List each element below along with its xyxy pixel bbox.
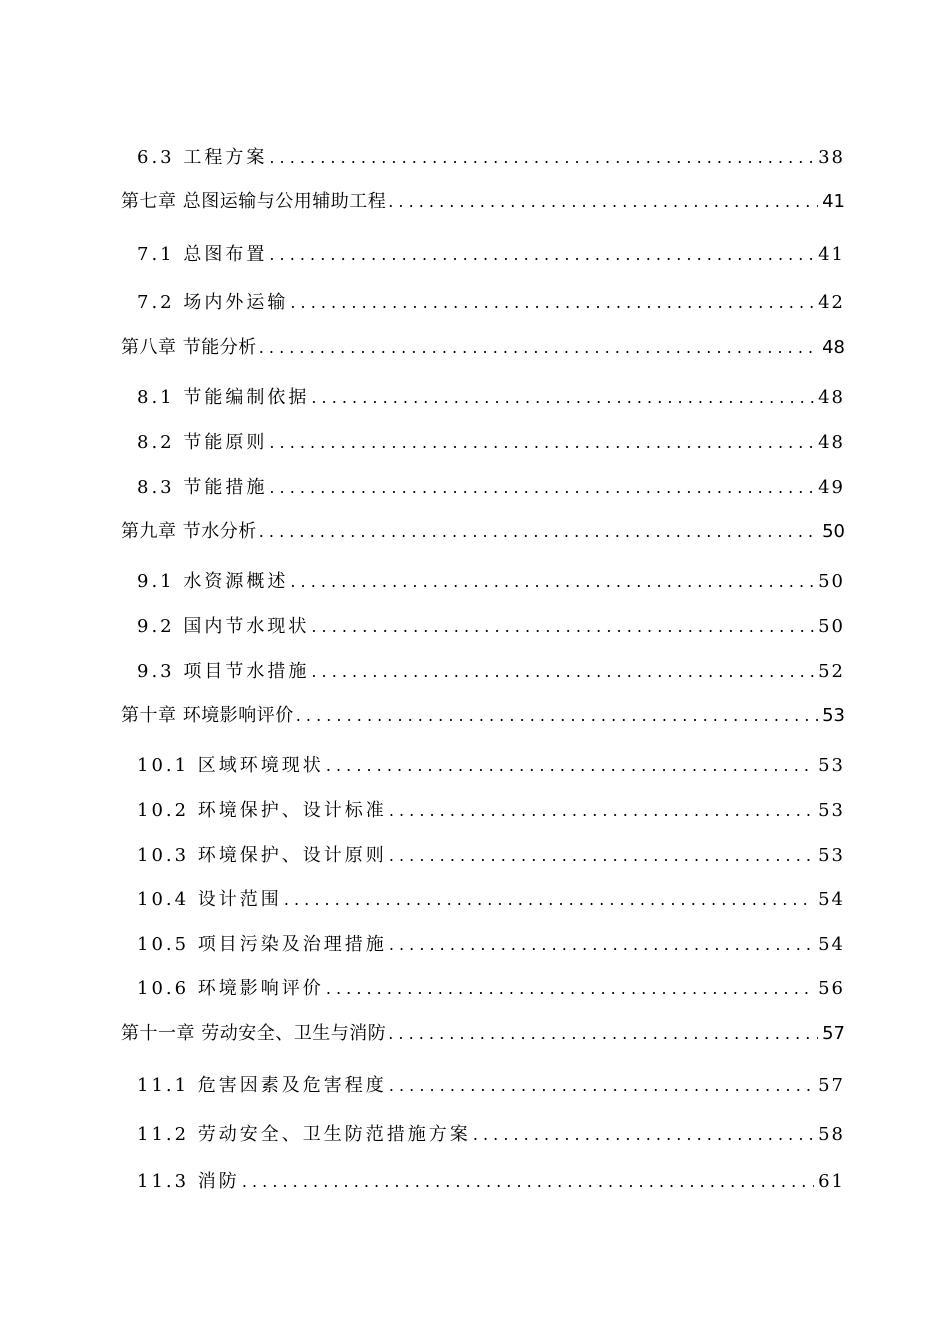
toc-entry-title: 10.3 环境保护、设计原则 — [137, 845, 387, 866]
toc-entry-title: 9.2 国内节水现状 — [137, 616, 310, 637]
toc-entry-title: 8.2 节能原则 — [137, 432, 268, 453]
toc-entry-page: 53 — [818, 800, 845, 821]
toc-entry-page: 52 — [818, 661, 845, 682]
toc-chapter-page: 57 — [822, 1023, 845, 1044]
toc-entry-10-6[interactable] — [137, 974, 845, 1000]
toc-entry-page: 53 — [818, 755, 845, 776]
toc-entry-8-2[interactable] — [137, 428, 845, 454]
toc-entry-page: 48 — [818, 387, 845, 408]
toc-entry-8-3[interactable] — [137, 473, 845, 499]
dot-leader — [284, 890, 814, 909]
toc-entry-8-1[interactable] — [137, 383, 845, 409]
toc-entry-title: 11.3 消防 — [137, 1171, 240, 1192]
toc-entry-title: 6.3 工程方案 — [137, 147, 268, 168]
dot-leader — [296, 706, 818, 725]
toc-entry-page: 41 — [818, 244, 845, 265]
toc-chapter-title: 第十章 环境影响评价 — [121, 705, 294, 726]
toc-entry-title: 9.3 项目节水措施 — [137, 661, 310, 682]
dot-leader — [389, 801, 814, 820]
toc-chapter-page: 48 — [822, 337, 845, 358]
toc-chapter-7[interactable] — [121, 187, 845, 213]
toc-entry-title: 10.6 环境影响评价 — [137, 978, 324, 999]
toc-chapter-page: 53 — [822, 705, 845, 726]
toc-entry-title: 9.1 水资源概述 — [137, 571, 289, 592]
toc-entry-title: 11.1 危害因素及危害程度 — [137, 1075, 387, 1096]
toc-entry-page: 50 — [818, 616, 845, 637]
dot-leader — [326, 756, 814, 775]
toc-entry-9-1[interactable] — [137, 567, 845, 593]
toc-entry-page: 56 — [818, 978, 845, 999]
toc-entry-page: 38 — [818, 147, 845, 168]
toc-chapter-9[interactable] — [121, 517, 845, 543]
dot-leader — [311, 617, 814, 636]
toc-entry-title: 11.2 劳动安全、卫生防范措施方案 — [137, 1124, 471, 1145]
toc-chapter-8[interactable] — [121, 333, 845, 359]
toc-chapter-title: 第十一章 劳动安全、卫生与消防 — [121, 1023, 387, 1044]
toc-chapter-page: 50 — [822, 521, 845, 542]
dot-leader — [269, 478, 814, 497]
dot-leader — [388, 1024, 818, 1043]
toc-entry-11-1[interactable] — [137, 1071, 845, 1097]
toc-entry-11-2[interactable] — [137, 1120, 845, 1146]
dot-leader — [259, 522, 818, 541]
toc-entry-page: 54 — [818, 934, 845, 955]
dot-leader — [269, 148, 814, 167]
toc-entry-title: 7.1 总图布置 — [137, 244, 268, 265]
toc-chapter-title: 第八章 节能分析 — [121, 337, 257, 358]
toc-entry-10-3[interactable] — [137, 841, 845, 867]
toc-chapter-title: 第九章 节水分析 — [121, 521, 257, 542]
dot-leader — [389, 935, 814, 954]
toc-entry-7-1[interactable] — [137, 240, 845, 266]
toc-entry-title: 8.3 节能措施 — [137, 477, 268, 498]
dot-leader — [388, 192, 818, 211]
toc-entry-page: 53 — [818, 845, 845, 866]
dot-leader — [389, 1076, 814, 1095]
toc-entry-6-3[interactable] — [137, 143, 845, 169]
toc-entry-title: 10.2 环境保护、设计标准 — [137, 800, 387, 821]
toc-entry-title: 8.1 节能编制依据 — [137, 387, 310, 408]
toc-entry-page: 42 — [818, 292, 845, 313]
dot-leader — [290, 572, 814, 591]
toc-entry-9-3[interactable] — [137, 657, 845, 683]
toc-entry-9-2[interactable] — [137, 612, 845, 638]
toc-entry-title: 10.4 设计范围 — [137, 889, 282, 910]
dot-leader — [290, 293, 814, 312]
dot-leader — [242, 1172, 814, 1191]
dot-leader — [259, 338, 818, 357]
toc-entry-page: 61 — [818, 1171, 845, 1192]
toc-entry-page: 57 — [818, 1075, 845, 1096]
toc-chapter-title: 第七章 总图运输与公用辅助工程 — [121, 191, 387, 212]
dot-leader — [326, 979, 814, 998]
dot-leader — [473, 1125, 814, 1144]
dot-leader — [311, 388, 814, 407]
toc-entry-page: 49 — [818, 477, 845, 498]
dot-leader — [389, 846, 814, 865]
dot-leader — [269, 245, 814, 264]
toc-entry-title: 10.5 项目污染及治理措施 — [137, 934, 387, 955]
toc-entry-page: 48 — [818, 432, 845, 453]
toc-chapter-page: 41 — [822, 191, 845, 212]
toc-entry-page: 54 — [818, 889, 845, 910]
toc-entry-7-2[interactable] — [137, 288, 845, 314]
toc-entry-page: 58 — [818, 1124, 845, 1145]
toc-entry-title: 7.2 场内外运输 — [137, 292, 289, 313]
toc-entry-page: 50 — [818, 571, 845, 592]
toc-entry-11-3[interactable] — [137, 1167, 845, 1193]
toc-chapter-10[interactable] — [121, 701, 845, 727]
toc-entry-10-4[interactable] — [137, 885, 845, 911]
dot-leader — [311, 662, 814, 681]
toc-entry-title: 10.1 区域环境现状 — [137, 755, 324, 776]
toc-chapter-11[interactable] — [121, 1019, 845, 1045]
toc-entry-10-1[interactable] — [137, 751, 845, 777]
toc-entry-10-5[interactable] — [137, 930, 845, 956]
dot-leader — [269, 433, 814, 452]
toc-entry-10-2[interactable] — [137, 796, 845, 822]
